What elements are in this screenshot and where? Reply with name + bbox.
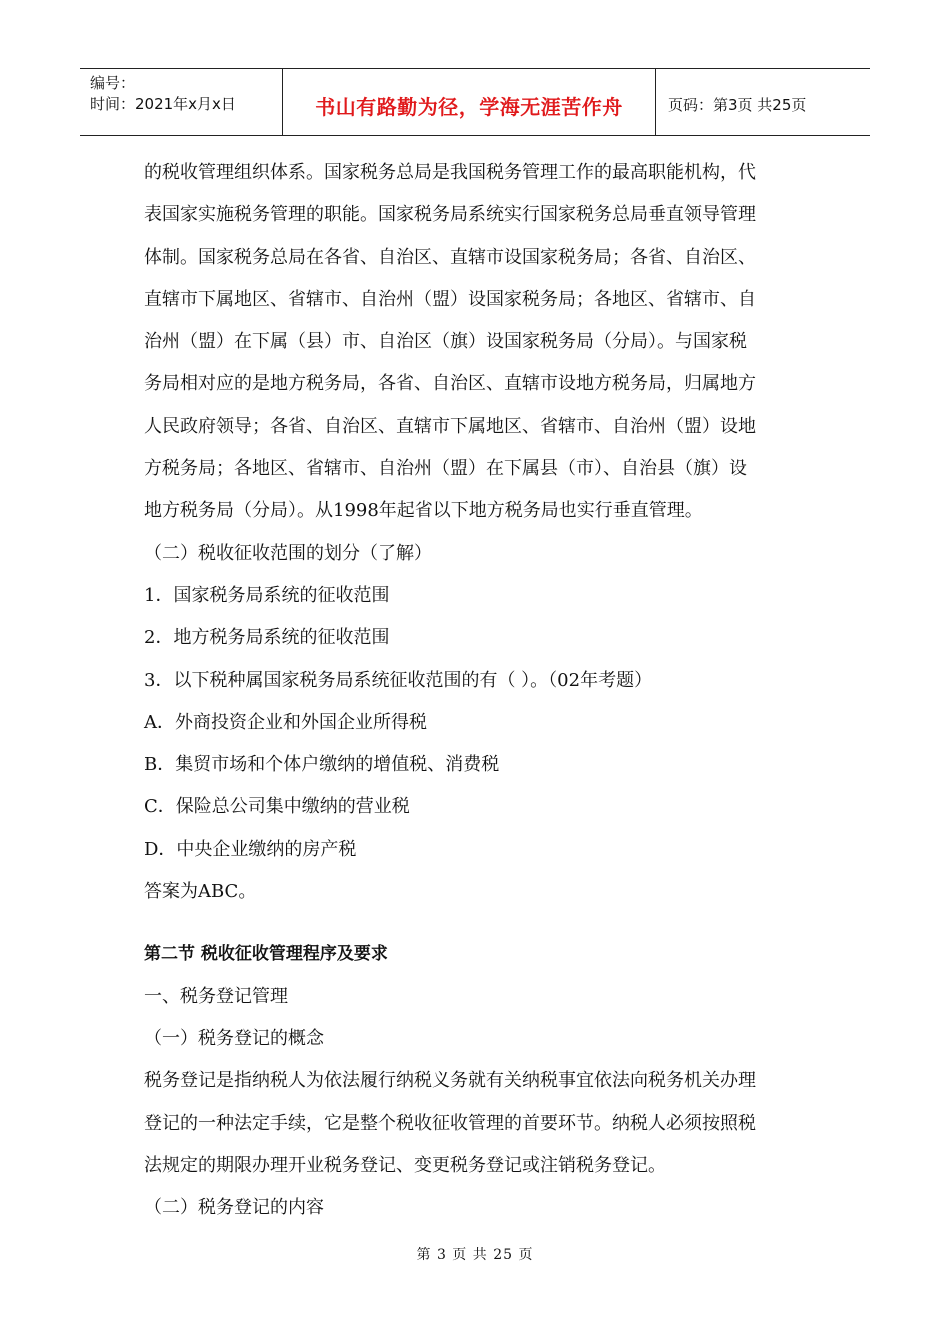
body-line: 直辖市下属地区、省辖市、自治州（盟）设国家税务局；各地区、省辖市、自 <box>144 288 756 310</box>
number-label: 编号： <box>90 74 136 92</box>
header-motto: 书山有路勤为径，学海无涯苦作舟 <box>283 69 656 135</box>
exam-question: 3．以下税种属国家税务局系统征收范围的有（ ）。（02年考题） <box>144 669 653 691</box>
header-page-info: 页码：第3页 共25页 <box>668 95 807 114</box>
section-heading: 第二节 税收征收管理程序及要求 <box>144 944 388 965</box>
body-line: 法规定的期限办理开业税务登记、变更税务登记或注销税务登记。 <box>144 1154 666 1176</box>
list-item: 2．地方税务局系统的征收范围 <box>144 627 390 649</box>
body-line: 税务登记是指纳税人为依法履行纳税义务就有关纳税事宜依法向税务机关办理 <box>144 1070 756 1092</box>
subsection-heading: （二）税务登记的内容 <box>144 1197 324 1219</box>
answer-option: A．外商投资企业和外国企业所得税 <box>144 711 427 733</box>
body-line: 的税收管理组织体系。国家税务总局是我国税务管理工作的最高职能机构，代 <box>144 162 756 183</box>
answer-option: C．保险总公司集中缴纳的营业税 <box>144 796 410 818</box>
body-line: 人民政府领导；各省、自治区、直辖市下属地区、省辖市、自治州（盟）设地 <box>144 415 756 437</box>
subsection-heading: （一）税务登记的概念 <box>144 1027 324 1049</box>
answer-option: D．中央企业缴纳的房产税 <box>144 838 357 860</box>
body-line: 登记的一种法定手续，它是整个税收征收管理的首要环节。纳税人必须按照税 <box>144 1112 756 1134</box>
body-line: 体制。国家税务总局在各省、自治区、直辖市设国家税务局；各省、自治区、 <box>144 246 756 268</box>
document-header <box>80 68 870 136</box>
document-body <box>144 152 804 1229</box>
header-meta <box>80 69 283 135</box>
body-line: 治州（盟）在下属（县）市、自治区（旗）设国家税务局（分局）。与国家税 <box>144 331 747 353</box>
body-line: 务局相对应的是地方税务局，各省、自治区、直辖市设地方税务局，归属地方 <box>144 373 756 395</box>
answer-text: 答案为ABC。 <box>144 881 257 903</box>
subsection-heading: 一、税务登记管理 <box>144 985 288 1007</box>
body-line: 表国家实施税务管理的职能。国家税务局系统实行国家税务总局垂直领导管理 <box>144 204 756 226</box>
body-line: 方税务局；各地区、省辖市、自治州（盟）在下属县（市）、自治县（旗）设 <box>144 458 747 480</box>
body-line: 地方税务局（分局）。从1998年起省以下地方税务局也实行垂直管理。 <box>144 500 703 522</box>
subsection-heading: （二）税收征收范围的划分（了解） <box>144 542 432 564</box>
answer-option: B．集贸市场和个体户缴纳的增值税、消费税 <box>144 754 500 776</box>
list-item: 1．国家税务局系统的征收范围 <box>144 584 390 606</box>
time-label: 时间：2021年x月x日 <box>90 95 236 113</box>
page-footer: 第 3 页 共 25 页 <box>416 1247 534 1263</box>
